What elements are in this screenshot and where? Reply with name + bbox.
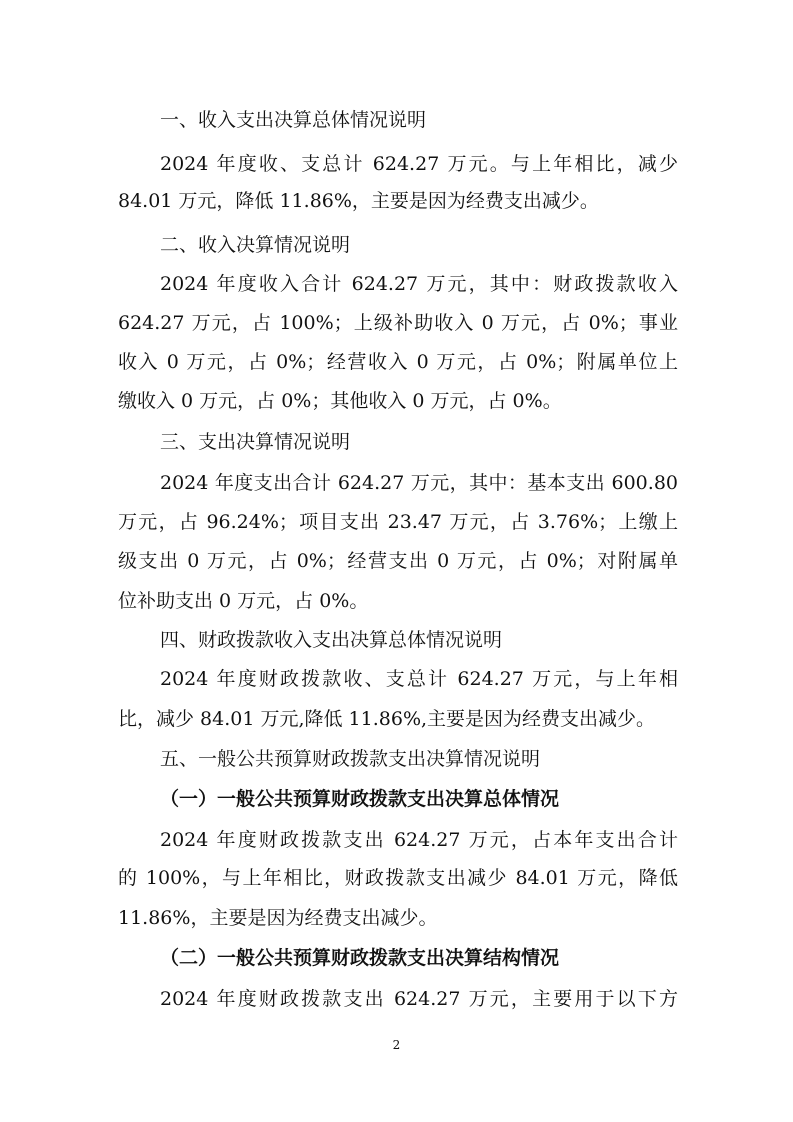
paragraph-line: 2024 年度收、支总计 624.27 万元。与上年相比，减少 bbox=[160, 153, 678, 175]
paragraph-line: 位补助支出 0 万元，占 0%。 bbox=[118, 590, 369, 612]
paragraph-line: 万元，占 96.24%；项目支出 23.47 万元，占 3.76%；上缴上 bbox=[118, 511, 678, 533]
paragraph-line: 缴收入 0 万元，占 0%；其他收入 0 万元，占 0%。 bbox=[118, 390, 562, 412]
paragraph-line: 级支出 0 万元，占 0%；经营支出 0 万元，占 0%；对附属单 bbox=[118, 550, 678, 572]
section-heading-5: 五、一般公共预算财政拨款支出决算情况说明 bbox=[160, 748, 541, 770]
paragraph-line: 的 100%，与上年相比，财政拨款支出减少 84.01 万元，降低 bbox=[118, 867, 678, 889]
paragraph-line: 2024 年度财政拨款支出 624.27 万元，主要用于以下方 bbox=[160, 988, 678, 1010]
subsection-heading-1: （一）一般公共预算财政拨款支出决算总体情况 bbox=[160, 788, 560, 810]
section-heading-1: 一、收入支出决算总体情况说明 bbox=[160, 109, 427, 131]
paragraph-line: 11.86%，主要是因为经费支出减少。 bbox=[118, 907, 438, 929]
paragraph-line: 2024 年度财政拨款收、支总计 624.27 万元，与上年相 bbox=[160, 668, 678, 690]
paragraph-line: 2024 年度财政拨款支出 624.27 万元，占本年支出合计 bbox=[160, 829, 678, 851]
paragraph-line: 2024 年度收入合计 624.27 万元，其中：财政拨款收入 bbox=[160, 273, 678, 295]
page-number: 2 bbox=[392, 1038, 401, 1052]
paragraph-line: 624.27 万元，占 100%；上级补助收入 0 万元，占 0%；事业 bbox=[118, 312, 678, 334]
subsection-heading-2: （二）一般公共预算财政拨款支出决算结构情况 bbox=[160, 947, 560, 969]
paragraph-line: 比，减少 84.01 万元,降低 11.86%,主要是因为经费支出减少。 bbox=[118, 708, 656, 730]
paragraph-line: 2024 年度支出合计 624.27 万元，其中：基本支出 600.80 bbox=[160, 472, 678, 494]
paragraph-line: 84.01 万元，降低 11.86%，主要是因为经费支出减少。 bbox=[118, 190, 599, 212]
section-heading-3: 三、支出决算情况说明 bbox=[160, 431, 351, 453]
section-heading-4: 四、财政拨款收入支出决算总体情况说明 bbox=[160, 629, 503, 651]
section-heading-2: 二、收入决算情况说明 bbox=[160, 234, 351, 256]
paragraph-line: 收入 0 万元，占 0%；经营收入 0 万元，占 0%；附属单位上 bbox=[118, 351, 678, 373]
